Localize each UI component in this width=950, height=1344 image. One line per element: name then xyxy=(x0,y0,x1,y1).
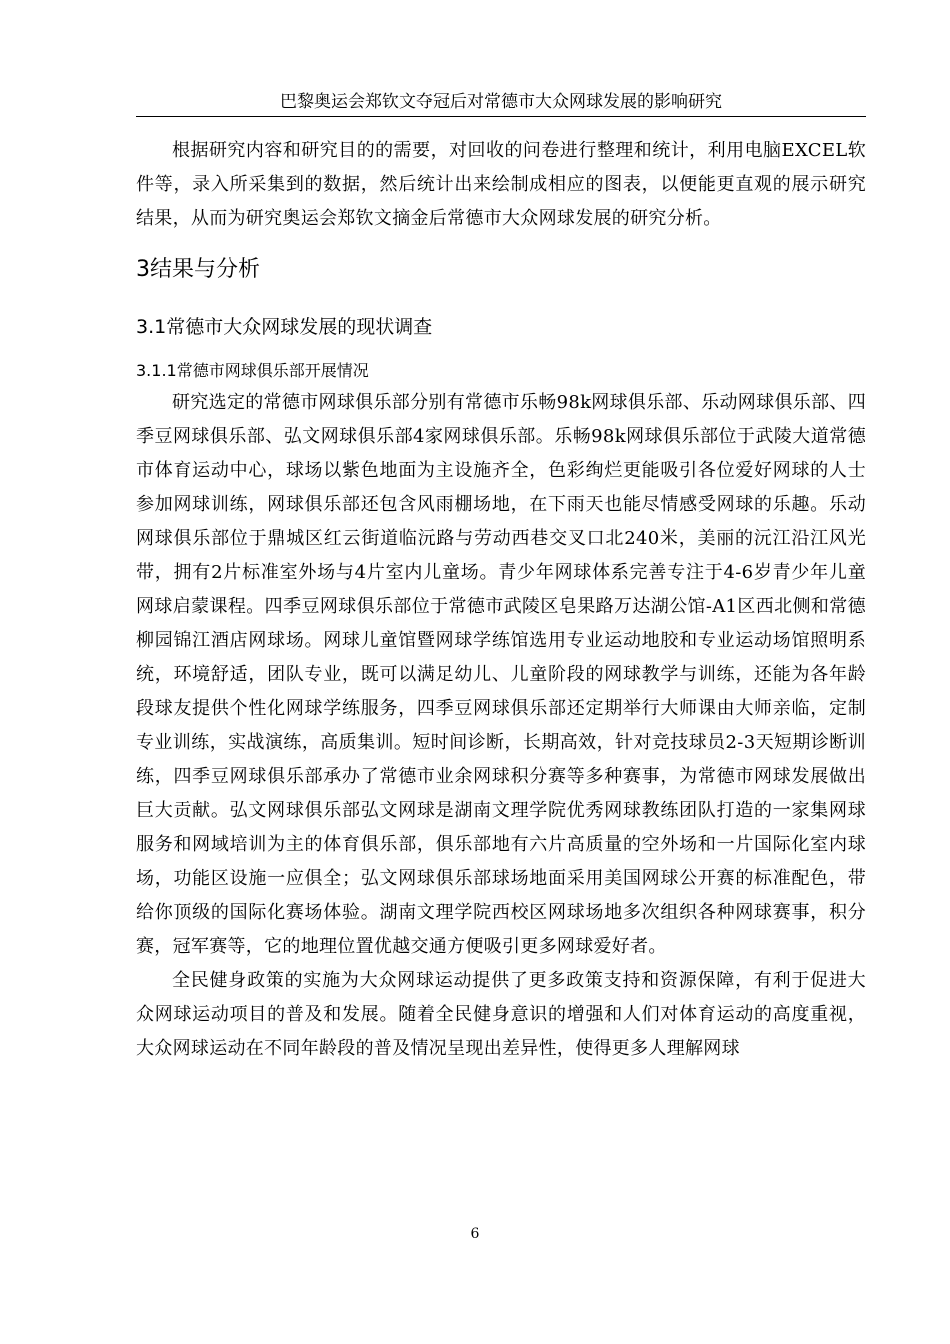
section-heading-3-1-1: 3.1.1常德市网球俱乐部开展情况 xyxy=(136,361,369,380)
intro-paragraph: 根据研究内容和研究目的的需要，对回收的问卷进行整理和统计，利用电脑EXCEL软件等，录入所采集到的数据，然后统计出来绘制成相应的图表，以便能更直观的展示研究结果，从而为研究奥运会郑钦文摘金后常德市大众网球发展的研究分析。 xyxy=(136,140,866,229)
section-heading-3: 3结果与分析 xyxy=(136,257,260,282)
section-heading-3-1: 3.1常德市大众网球发展的现状调查 xyxy=(136,316,433,338)
page-body xyxy=(136,134,866,1066)
running-header: 巴黎奥运会郑钦文夺冠后对常德市大众网球发展的影响研究 xyxy=(136,88,866,117)
clubs-paragraph: 研究选定的常德市网球俱乐部分别有常德市乐畅98k网球俱乐部、乐动网球俱乐部、四季豆网球俱乐部、弘文网球俱乐部4家网球俱乐部。乐畅98k网球俱乐部位于武陵大道常德市体育运动中心，球场以紫色地面为主设施齐全，色彩绚烂更能吸引各位爱好网球的人士参加网球训练，网球俱乐部还包含风雨棚场地，在下雨天也能尽情感受网球的乐趣。乐动网球俱乐部位于鼎城区红云街道临沅路与劳动西巷交叉口北240米，美丽的沅江沿江风光带，拥有2片标准室外场与4片室内儿童场。青少年网球体系完善专注于4-6岁青少年儿童网球启蒙课程。四季豆网球俱乐部位于常德市武陵区皂果路万达湖公馆-A1区西北侧和常德柳园锦江酒店网球场。网球儿童馆暨网球学练馆选用专业运动地胶和专业运动场馆照明系统，环境舒适，团队专业，既可以满足幼儿、儿童阶段的网球教学与训练，还能为各年龄段球友提供个性化网球学练服务，四季豆网球俱乐部还定期举行大师课由大师亲临，定制专业训练，实战演练，高质集训。短时间诊断，长期高效，针对竞技球员2-3天短期诊断训练，四季豆网球俱乐部承办了常德市业余网球积分赛等多种赛事，为常德市网球发展做出巨大贡献。弘文网球俱乐部弘文网球是湖南文理学院优秀网球教练团队打造的一家集网球服务和网域培训为主的体育俱乐部，俱乐部地有六片高质量的空外场和一片国际化室内球场，功能区设施一应俱全；弘文网球俱乐部球场地面采用美国网球公开赛的标准配色，带给你顶级的国际化赛场体验。湖南文理学院西校区网球场地多次组织各种网球赛事，积分赛，冠军赛等，它的地理位置优越交通方便吸引更多网球爱好者。 xyxy=(136,392,866,957)
policy-paragraph: 全民健身政策的实施为大众网球运动提供了更多政策支持和资源保障，有利于促进大众网球运动项目的普及和发展。随着全民健身意识的增强和人们对体育运动的高度重视，大众网球运动在不同年龄段的普及情况呈现出差异性，使得更多人理解网球 xyxy=(136,970,866,1059)
page-number: 6 xyxy=(470,1226,480,1242)
